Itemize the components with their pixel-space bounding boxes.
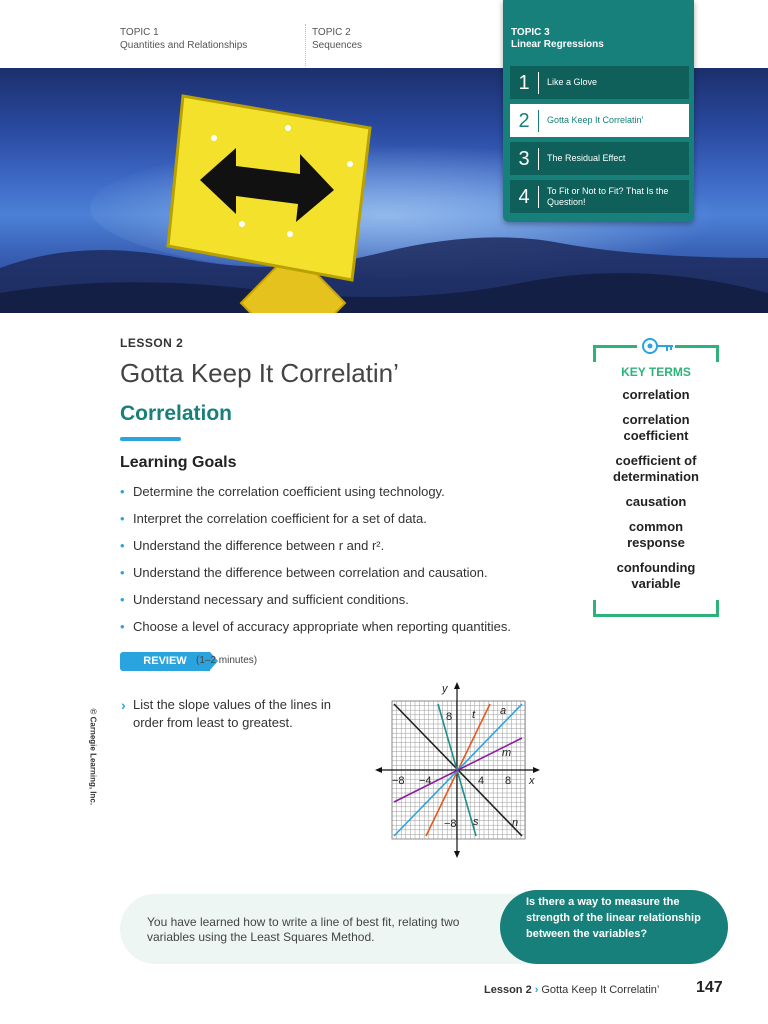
topic-divider	[305, 24, 306, 66]
lesson-link-1[interactable]	[510, 66, 689, 99]
tick-label: −8	[392, 775, 405, 787]
footer-breadcrumb	[484, 984, 659, 996]
tick-label: −8	[444, 818, 457, 830]
line-label-n: n	[512, 817, 519, 829]
key-term: confounding variable	[616, 560, 696, 591]
lesson-link-label: To Fit or Not to Fit? That Is the Question!	[547, 185, 669, 207]
lesson-number: 3	[510, 148, 539, 170]
lesson-link-label: The Residual Effect	[547, 153, 626, 163]
topic-1-tab[interactable]	[120, 26, 247, 52]
topic-3-heading	[511, 27, 604, 51]
topic-2-tab[interactable]	[312, 26, 362, 52]
page-number: 147	[696, 979, 723, 996]
frame-corner	[702, 600, 719, 617]
callout-text: You have learned how to write a line of best fit, relating two variables using the Least Squares Method.	[147, 915, 460, 944]
key-term: correlation	[622, 387, 690, 402]
lesson-number-label: LESSON 2	[120, 336, 184, 350]
topic-1-label: TOPIC 1	[120, 27, 159, 38]
footer-lesson: Lesson 2	[484, 984, 532, 996]
frame-corner	[593, 345, 610, 362]
lesson-subtitle: Correlation	[120, 402, 233, 425]
key-term: causation	[625, 494, 687, 509]
lesson-link-label: Like a Glove	[547, 77, 598, 87]
line-label-t: t	[472, 709, 476, 721]
x-axis-label: x	[529, 775, 535, 787]
frame-corner	[702, 345, 719, 362]
chevron-right-icon: ›	[534, 984, 539, 996]
x-axis-left-arrow	[375, 767, 382, 773]
tick-label: 8	[446, 711, 453, 723]
footer-title: Gotta Keep It Correlatin’	[541, 984, 660, 996]
lesson-link-3[interactable]	[510, 142, 689, 175]
subtitle-underline	[120, 437, 181, 441]
line-label-a: a	[500, 705, 507, 717]
lesson-link-2[interactable]	[510, 104, 689, 137]
y-axis-down-arrow	[454, 851, 460, 858]
y-axis-up-arrow	[454, 682, 460, 689]
topic-1-title: Quantities and Relationships	[120, 40, 248, 51]
tick-label: 4	[478, 775, 485, 787]
tick-label: −4	[419, 775, 432, 787]
tick-label: 8	[505, 775, 512, 787]
slope-lines-graph	[372, 680, 542, 860]
learning-goals-heading: Learning Goals	[120, 454, 237, 471]
line-label-s: s	[473, 816, 479, 828]
review-time: (1–2 minutes)	[196, 655, 258, 666]
goal-item: • Choose a level of accuracy appropriate when reporting quantities.	[120, 619, 560, 646]
key-terms-heading: KEY TERMS	[621, 365, 691, 379]
line-label-m: m	[502, 747, 512, 759]
topic-2-label: TOPIC 2	[312, 27, 351, 38]
lesson-link-4[interactable]	[510, 180, 689, 213]
review-label: REVIEW	[120, 652, 210, 671]
key-terms-box	[593, 345, 719, 617]
lesson-link-label: Gotta Keep It Correlatin’	[547, 115, 644, 125]
topic-3-title: Linear Regressions	[511, 39, 604, 50]
key-term: common response	[627, 519, 685, 550]
topic-3-label: TOPIC 3	[511, 27, 550, 38]
learning-goals-list	[120, 484, 560, 646]
goal-item: • Understand the difference between r and r².	[120, 538, 560, 565]
lesson-number: 2	[510, 110, 539, 132]
goal-item: • Determine the correlation coefficient using technology.	[120, 484, 560, 511]
review-prompt: List the slope values of the lines in order from least to greatest.	[133, 697, 332, 730]
y-axis-label: y	[442, 683, 448, 695]
key-terms-list	[593, 387, 719, 601]
goal-item: • Interpret the correlation coefficient for a set of data.	[120, 511, 560, 538]
goal-item: • Understand necessary and sufficient conditions.	[120, 592, 560, 619]
key-term: coefficient of determination	[613, 453, 699, 484]
callout-question-bubble	[500, 890, 728, 964]
x-axis-right-arrow	[533, 767, 540, 773]
frame-line	[593, 614, 719, 617]
key-icon	[641, 336, 675, 356]
lesson-number: 4	[510, 186, 539, 208]
topic-2-title: Sequences	[312, 40, 363, 51]
frame-corner	[593, 600, 610, 617]
chevron-right-icon: ›	[121, 697, 126, 713]
lesson-title: Gotta Keep It Correlatin’	[120, 358, 399, 388]
callout-question: Is there a way to measure the strength of the linear relationship between the variables?	[526, 896, 701, 940]
topic-3-panel	[503, 0, 694, 222]
goal-item: • Understand the difference between correlation and causation.	[120, 565, 560, 592]
lesson-number: 1	[510, 72, 539, 94]
copyright-notice	[83, 708, 98, 834]
key-term: correlation coefficient	[622, 412, 690, 443]
copyright-text: © Carnegie Learning, Inc.	[88, 708, 98, 806]
